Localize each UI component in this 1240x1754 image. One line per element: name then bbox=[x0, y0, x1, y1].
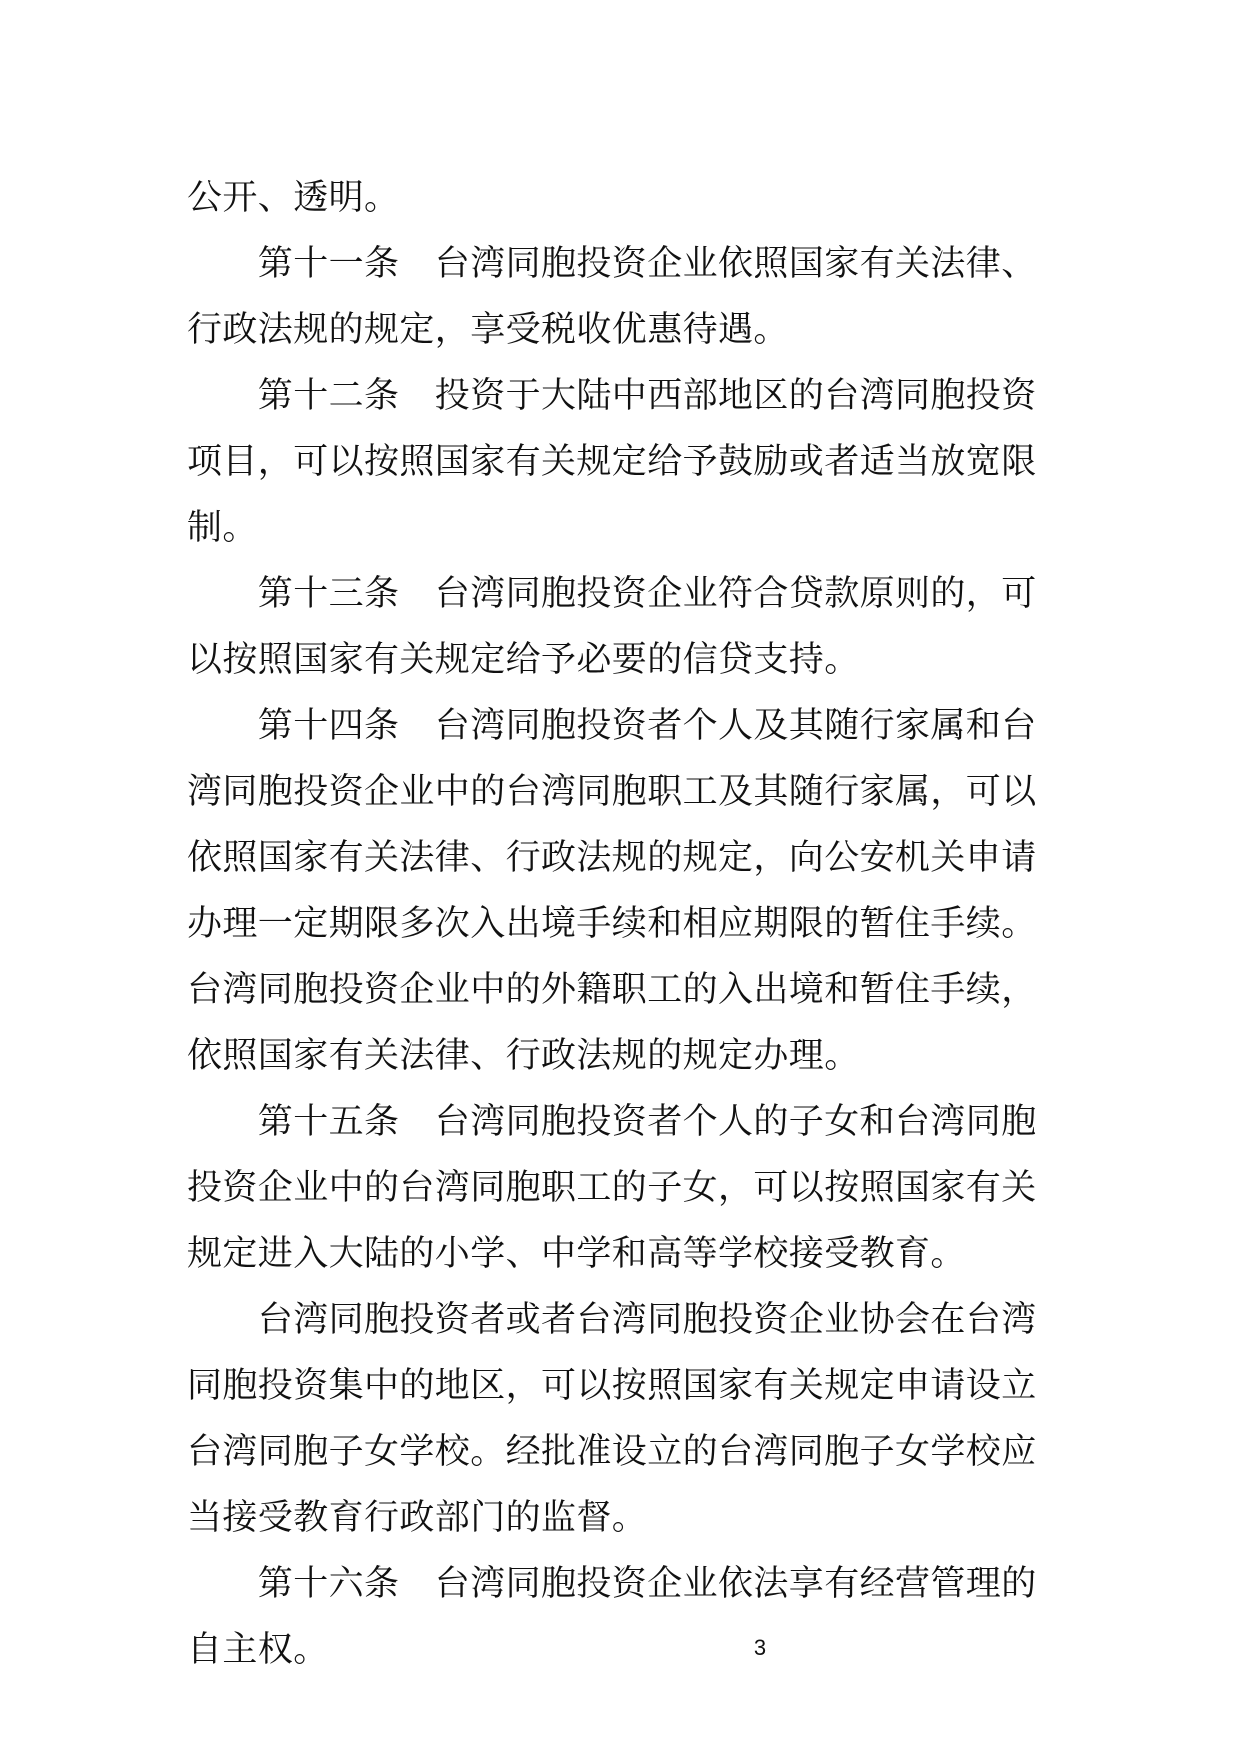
article-16-paragraph: 第十六条 台湾同胞投资企业依法享有经营管理的自主权。 bbox=[187, 1564, 1037, 1670]
article-13-paragraph: 第十三条 台湾同胞投资企业符合贷款原则的，可以按照国家有关规定给予必要的信贷支持。 bbox=[187, 574, 1037, 680]
paragraph-continuation: 公开、透明。 bbox=[187, 178, 400, 218]
article-12-paragraph: 第十二条 投资于大陆中西部地区的台湾同胞投资项目，可以按照国家有关规定给予鼓励或者适当放宽限制。 bbox=[187, 376, 1037, 548]
document-body bbox=[187, 165, 1057, 1683]
page-number-footer bbox=[0, 1635, 1240, 1661]
article-15-paragraph: 第十五条 台湾同胞投资者个人的子女和台湾同胞投资企业中的台湾同胞职工的子女，可以按照国家有关规定进入大陆的小学、中学和高等学校接受教育。 bbox=[187, 1102, 1037, 1274]
article-14-paragraph: 第十四条 台湾同胞投资者个人及其随行家属和台湾同胞投资企业中的台湾同胞职工及其随行家属，可以依照国家有关法律、行政法规的规定，向公安机关申请办理一定期限多次入出境手续和相应期限的暂住手续。台湾同胞投资企业中的外籍职工的入出境和暂住手续，依照国家有关法律、行政法规的规定办理。 bbox=[187, 706, 1037, 1076]
article-11-paragraph: 第十一条 台湾同胞投资企业依照国家有关法律、行政法规的规定，享受税收优惠待遇。 bbox=[187, 244, 1037, 350]
page-number: 3 bbox=[753, 1635, 767, 1660]
article-15-second-paragraph: 台湾同胞投资者或者台湾同胞投资企业协会在台湾同胞投资集中的地区，可以按照国家有关规定申请设立台湾同胞子女学校。经批准设立的台湾同胞子女学校应当接受教育行政部门的监督。 bbox=[187, 1300, 1037, 1538]
